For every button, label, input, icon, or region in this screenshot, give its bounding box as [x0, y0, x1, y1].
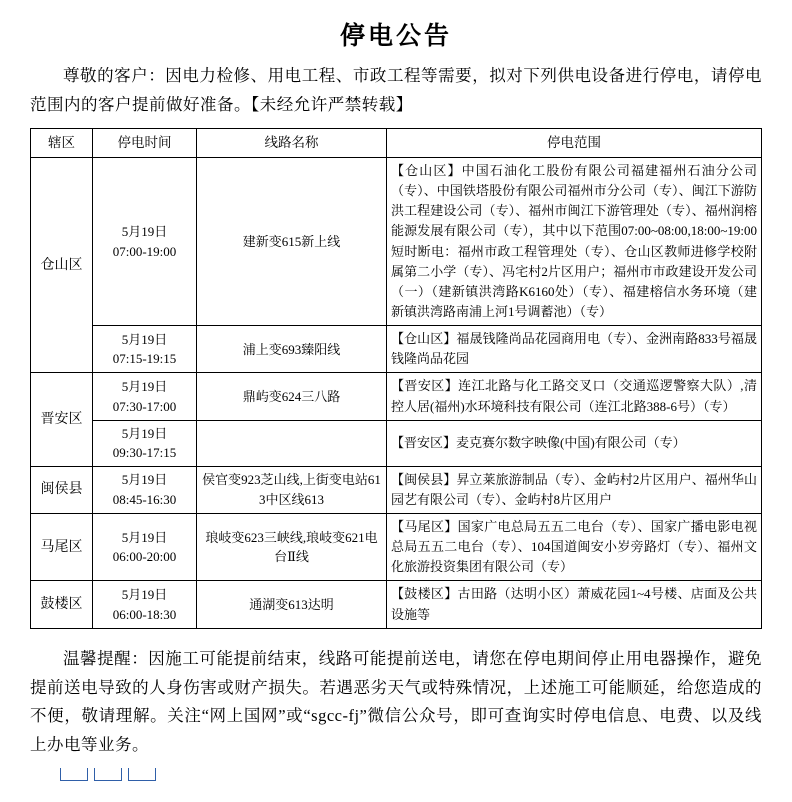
cell-time: 5月19日 08:45-16:30: [93, 466, 197, 513]
table-row: [31, 158, 762, 326]
cell-time: 5月19日 07:00-19:00: [93, 158, 197, 326]
cell-area: 鼓楼区: [31, 581, 93, 628]
cell-line: 侯官变923芝山线,上街变电站613中区线613: [197, 466, 387, 513]
cell-scope: 【鼓楼区】古田路（达明小区）萧威花园1~4号楼、店面及公共设施等: [387, 581, 762, 628]
cell-scope: 【仓山区】福晟钱隆尚品花园商用电（专）、金洲南路833号福晟钱隆尚品花园: [387, 326, 762, 373]
column-header-time: 停电时间: [93, 128, 197, 157]
table-row: [31, 420, 762, 466]
footer-note: 温馨提醒：因施工可能提前结束，线路可能提前送电，请您在停电期间停止用电器操作，避免提前送电导致的人身伤害或财产损失。若遇恶劣天气或特殊情况，上述施工可能顺延，给您造成的不便，敬请理解。关注“网上国网”或“sgcc-fj”微信公众号，即可查询实时停电信息、电费、以及线上办电等业务。: [30, 648, 762, 755]
cell-area: 晋安区: [31, 373, 93, 466]
cell-area: 马尾区: [31, 513, 93, 580]
cell-line: 鼎屿变624三八路: [197, 373, 387, 420]
cell-time: 5月19日 06:00-18:30: [93, 581, 197, 628]
column-header-scope: 停电范围: [387, 128, 762, 157]
table-body: [31, 158, 762, 629]
mark-box-3: [128, 768, 156, 781]
column-header-line: 线路名称: [197, 128, 387, 157]
page-title: 停电公告: [339, 23, 452, 50]
cell-line: 通湖变613达明: [197, 581, 387, 628]
table-header: [31, 128, 762, 157]
cell-line: 琅岐变623三峡线,琅岐变621电台Ⅱ线: [197, 513, 387, 580]
cell-area: 闽侯县: [31, 466, 93, 513]
cell-time: 5月19日 07:30-17:00: [93, 373, 197, 420]
cell-scope: 【仓山区】中国石油化工股份有限公司福建福州石油分公司（专）、中国铁塔股份有限公司福州市分公司（专）、闽江下游防洪工程建设公司（专）、福州市闽江下游管理处（专）、福州润榕能源发展有限公司（专），其中以下范围07:00~08:00,18:00~19:00短时断电：福州市政工程管理处（专）、仓山区教师进修学校附属第二小学（专）、冯宅村2片区用户；福州市市政建设开发公司（一）（建新镇洪湾路K6160处）（专）、福建榕信水务环境（建新镇洪湾路南浦上河1号调蓄池）（专）: [387, 158, 762, 326]
outage-table: [30, 128, 762, 629]
cell-area: 仓山区: [31, 158, 93, 373]
table-row: [31, 326, 762, 373]
cell-scope: 【马尾区】国家广电总局五五二电台（专）、国家广播电影电视总局五五二电台（专）、104国道闽安小岁旁路灯（专）、福州文化旅游投资集团有限公司（专）: [387, 513, 762, 580]
cell-line: 建新变615新上线: [197, 158, 387, 326]
cell-scope: 【晋安区】麦克赛尔数字映像(中国)有限公司（专）: [387, 420, 762, 466]
cell-time: 5月19日 06:00-20:00: [93, 513, 197, 580]
cell-scope: 【闽侯县】昇立莱旅游制品（专）、金屿村2片区用户、福州华山园艺有限公司（专）、金屿村8片区用户: [387, 466, 762, 513]
column-header-area: 辖区: [31, 128, 93, 157]
cell-line: [197, 420, 387, 466]
mark-box-2: [94, 768, 122, 781]
table-row: [31, 373, 762, 420]
table-row: [31, 466, 762, 513]
table-row: [31, 581, 762, 628]
cell-time: 5月19日 09:30-17:15: [93, 420, 197, 466]
mark-box-1: [60, 768, 88, 781]
cell-line: 浦上变693臻阳线: [197, 326, 387, 373]
table-row: [31, 513, 762, 580]
intro-paragraph: 尊敬的客户：因电力检修、用电工程、市政工程等需要，拟对下列供电设备进行停电，请停电范围内的客户提前做好准备。【未经允许严禁转载】: [30, 66, 762, 114]
cell-scope: 【晋安区】连江北路与化工路交叉口（交通巡逻警察大队）,清控人居(福州)水环境科技有限公司（连江北路388-6号）（专）: [387, 373, 762, 420]
table-header-row: [31, 128, 762, 157]
cell-time: 5月19日 07:15-19:15: [93, 326, 197, 373]
decorative-marks: [30, 768, 762, 781]
